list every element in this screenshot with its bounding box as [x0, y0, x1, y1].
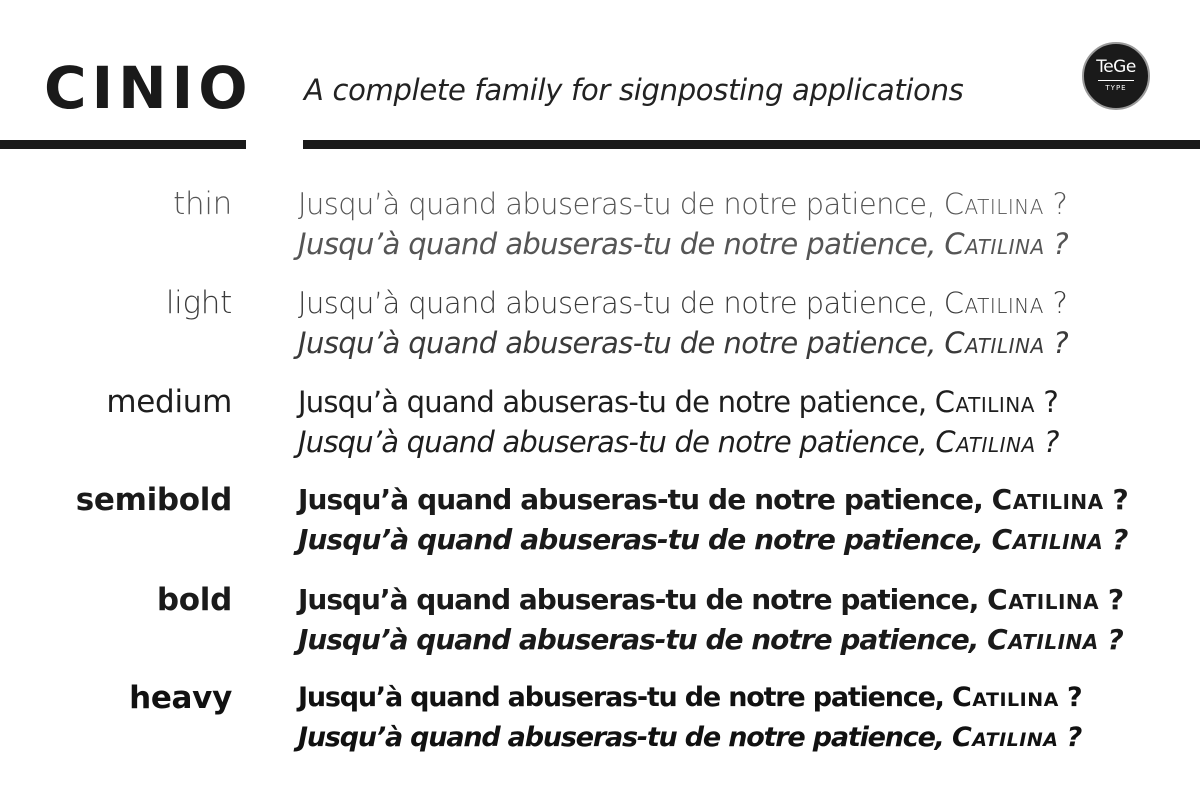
weight-label: thin [173, 186, 232, 222]
weight-label: bold [156, 582, 232, 618]
weight-row-bold [0, 580, 1200, 670]
logo-divider [1098, 80, 1134, 81]
sample-italic: Jusqu’à quand abuseras-tu de notre patience, Catilina ? [298, 425, 1059, 459]
weight-row-thin [0, 184, 1200, 274]
weight-label: light [165, 285, 232, 321]
sample-italic: Jusqu’à quand abuseras-tu de notre patience, Catilina ? [298, 227, 1069, 261]
sample-roman: Jusqu’à quand abuseras-tu de notre patience, Catilina ? [298, 583, 1124, 616]
sample-roman: Jusqu’à quand abuseras-tu de notre patience, Catilina ? [298, 483, 1128, 516]
header-rule-left [0, 140, 246, 149]
sample-italic: Jusqu’à quand abuseras-tu de notre patience, Catilina ? [298, 722, 1082, 753]
sample-roman: Jusqu’à quand abuseras-tu de notre patience, Catilina ? [298, 286, 1068, 320]
family-title: CINIO [44, 54, 253, 122]
sample-italic: Jusqu’à quand abuseras-tu de notre patience, Catilina ? [298, 326, 1069, 360]
sample-roman: Jusqu’à quand abuseras-tu de notre patience, Catilina ? [298, 187, 1068, 221]
weight-label: heavy [129, 680, 232, 716]
logo-subtitle: TYPE [1105, 84, 1127, 92]
weight-row-heavy [0, 678, 1200, 768]
sample-italic: Jusqu’à quand abuseras-tu de notre patience, Catilina ? [298, 623, 1123, 656]
weight-label: semibold [75, 482, 232, 518]
weight-row-semibold [0, 480, 1200, 570]
weight-row-medium [0, 382, 1200, 472]
tagline: A complete family for signposting applications [304, 73, 964, 107]
logo-wordmark: TeGe [1096, 57, 1136, 77]
weight-label: medium [106, 384, 232, 420]
header-rule-right [303, 140, 1200, 149]
sample-roman: Jusqu’à quand abuseras-tu de notre patience, Catilina ? [298, 385, 1058, 419]
weight-row-light [0, 283, 1200, 373]
sample-roman: Jusqu’à quand abuseras-tu de notre patience, Catilina ? [298, 682, 1082, 713]
tege-type-logo [1082, 42, 1150, 110]
sample-italic: Jusqu’à quand abuseras-tu de notre patience, Catilina ? [298, 523, 1128, 556]
